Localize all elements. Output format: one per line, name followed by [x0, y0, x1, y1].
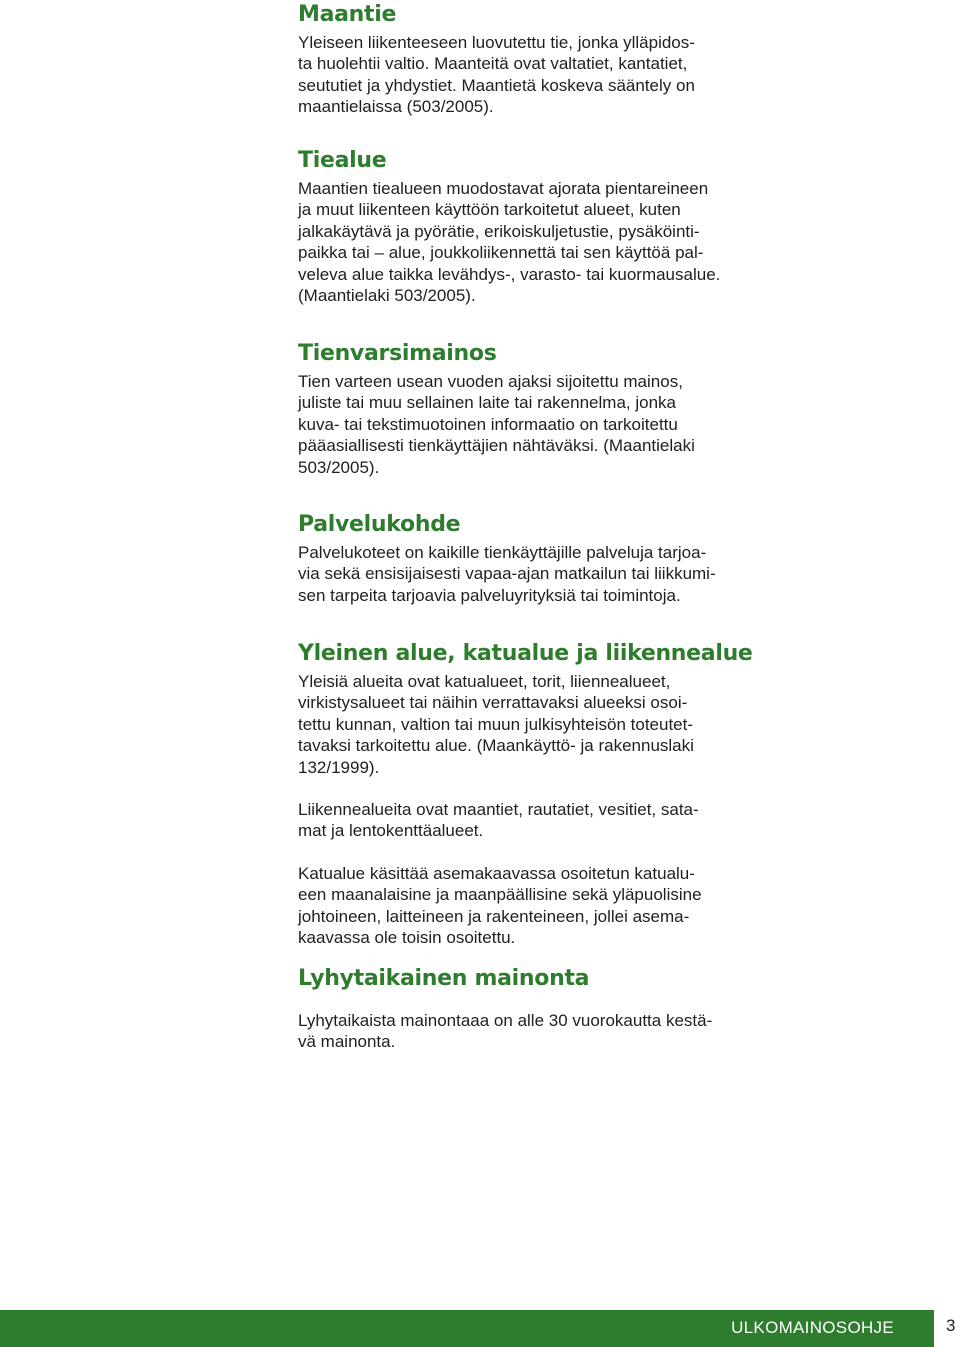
- section-paragraph: Lyhytaikaista mainontaaa on alle 30 vuorokautta kestä- vä mainonta.: [298, 1011, 713, 1052]
- section-paragraph: Palvelukoteet on kaikille tienkäyttäjille palveluja tarjoa- via sekä ensisijaisesti vapaa-ajan matkailun tai liikkumi- sen tarpeita tarjoavia palveluyrityksiä tai toimintoja.: [298, 543, 716, 605]
- section-heading: Lyhytaikainen mainonta: [298, 966, 590, 991]
- section-lyhytaikainen-mainonta: [298, 964, 712, 1053]
- section-paragraph: Tien varteen usean vuoden ajaksi sijoitettu mainos, juliste tai muu sellainen laite tai rakennelma, jonka kuva- tai tekstimuotoinen informaatio on tarkoitettu pääasiallisesti tienkäyttäjien nähtäväksi. (Maantielaki 503/2005).: [298, 372, 695, 477]
- section-paragraph: Maantien tiealueen muodostavat ajorata pientareineen ja muut liikenteen käyttöön tarkoitetut alueet, kuten jalkakäytävä ja pyörätie, erikoiskuljetustie, pysäköinti- paikka tai – alue, joukkoliikennettä tai sen käyttöä pal- veleva alue taikka levähdys-, varasto- tai kuormausalue. (Maantielaki 503/2005).: [298, 179, 721, 306]
- section-paragraph: Katualue käsittää asemakaavassa osoitetun katualu- een maanalaisine ja maanpäällisine sekä yläpuolisine johtoineen, laitteineen ja rakenteineen, jollei asema- kaavassa ole toisin osoitettu.: [298, 863, 702, 948]
- section-maantie: [298, 0, 695, 118]
- section-paragraph: Yleisiä alueita ovat katualueet, torit, liiennealueet, virkistysalueet tai näihin verrattavaksi alueeksi osoi- tettu kunnan, valtion tai muun julkisyhteisön toteutet- tavaksi tarkoitettu alue. (Maankäyttö- ja rakennuslaki 132/1999).: [298, 672, 694, 777]
- section-heading: Tienvarsimainos: [298, 341, 497, 366]
- section-tienvarsimainos: [298, 339, 695, 478]
- section-yleinen-alue: [298, 639, 753, 948]
- section-heading: Palvelukohde: [298, 512, 461, 537]
- page-number: 3: [946, 1316, 956, 1335]
- section-heading: Yleinen alue, katualue ja liikennealue: [298, 641, 753, 666]
- section-paragraph: Yleiseen liikenteeseen luovutettu tie, jonka ylläpidos- ta huolehtii valtio. Maanteitä ovat valtatiet, kantatiet, seututiet ja yhdystiet. Maantietä koskeva sääntely on maantielaissa (503/2005).: [298, 33, 695, 117]
- section-heading: Tiealue: [298, 148, 387, 173]
- section-heading: Maantie: [298, 2, 397, 27]
- section-paragraph: Liikennealueita ovat maantiet, rautatiet, vesitiet, sata- mat ja lentokenttäalueet.: [298, 800, 699, 841]
- section-palvelukohde: [298, 510, 716, 606]
- footer-label: ULKOMAINOSOHJE: [731, 1318, 894, 1337]
- section-tiealue: [298, 146, 720, 306]
